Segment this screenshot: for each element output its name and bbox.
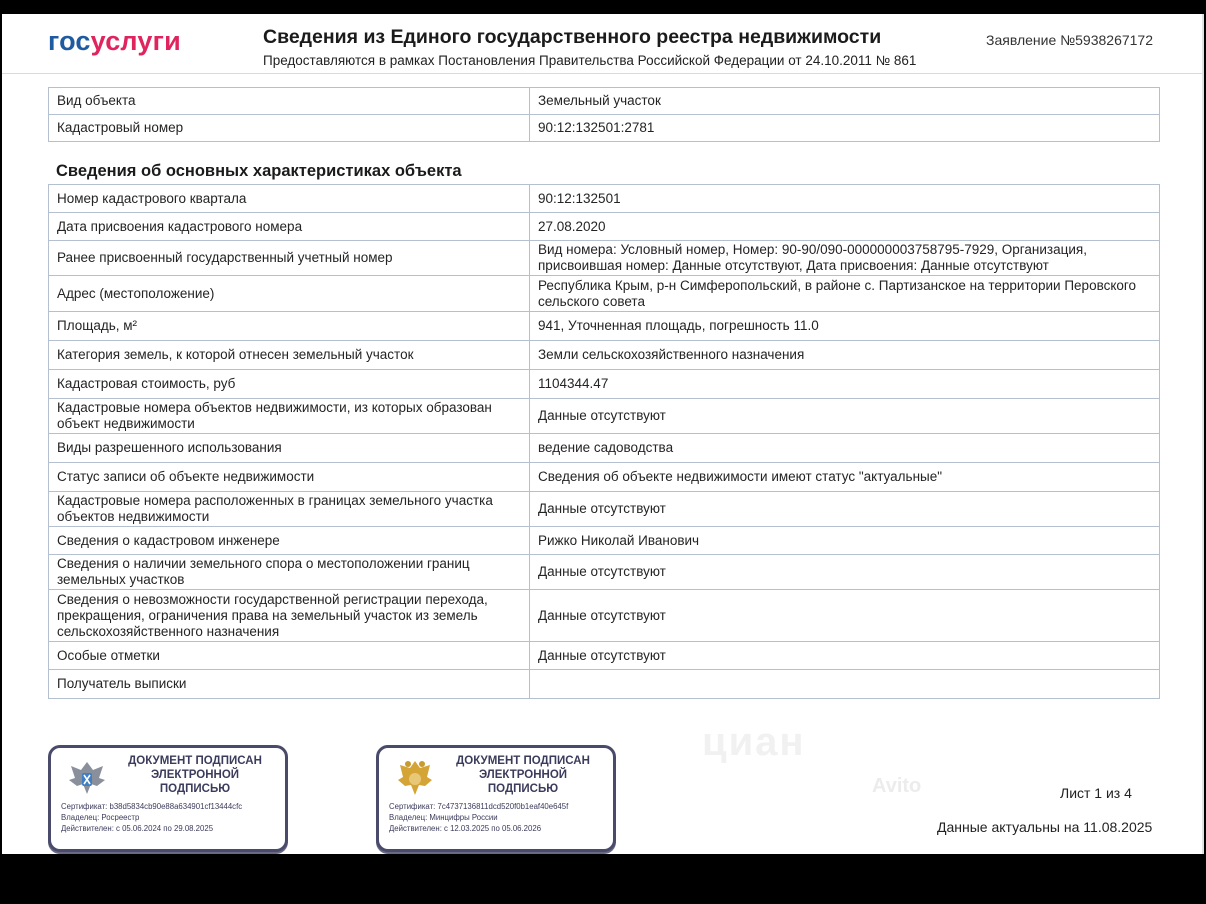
row-value: Земельный участок: [530, 88, 1160, 115]
section-title: Сведения об основных характеристиках объекта: [56, 162, 462, 180]
table-row: [49, 276, 1160, 312]
page-edge: [1202, 14, 1204, 854]
actual-date: Данные актуальны на 11.08.2025: [937, 819, 1153, 835]
stamp-validity: Действителен: с 05.06.2024 по 29.08.2025: [61, 824, 214, 833]
row-value: Данные отсутствуют: [530, 399, 1160, 434]
signature-stamp-rosreestr: [48, 745, 288, 852]
signature-stamp-mincifry: [376, 745, 616, 852]
logo-part-uslugi: услуги: [90, 26, 181, 56]
row-label: Адрес (местоположение): [49, 276, 530, 312]
stamp-owner: Владелец: Минцифры России: [389, 813, 498, 822]
table-row: [49, 434, 1160, 463]
row-value: Данные отсутствуют: [530, 590, 1160, 642]
row-value: Данные отсутствуют: [530, 642, 1160, 670]
rosreestr-eagle-icon: [65, 756, 109, 800]
row-value: Сведения об объекте недвижимости имеют статус "актуальные": [530, 463, 1160, 492]
row-value: 90:12:132501: [530, 185, 1160, 213]
row-value: Республика Крым, р-н Симферопольский, в районе с. Партизанское на территории Перовского сельского совета: [530, 276, 1160, 312]
avito-watermark: Avito: [872, 775, 922, 797]
row-label: Виды разрешенного использования: [49, 434, 530, 463]
table-row: [49, 312, 1160, 341]
cian-watermark: циан: [702, 720, 806, 764]
sheet-number: Лист 1 из 4: [1060, 785, 1132, 801]
table-row: [49, 642, 1160, 670]
row-value: [530, 670, 1160, 699]
row-label: Дата присвоения кадастрового номера: [49, 213, 530, 241]
characteristics-table: [48, 184, 1160, 699]
row-value: 90:12:132501:2781: [530, 115, 1160, 142]
russia-coat-of-arms-icon: [393, 756, 437, 800]
document-title: Сведения из Единого государственного реестра недвижимости: [263, 26, 882, 48]
stamp-certificate: Сертификат: b38d5834cb90e88a634901cf13444cfc: [61, 802, 243, 811]
row-label: Сведения о невозможности государственной регистрации перехода, прекращения, ограничения права на земельный участок из земель сельскохозяйственного назначения: [49, 590, 530, 642]
table-row: [49, 115, 1160, 142]
row-label: Кадастровые номера расположенных в границах земельного участка объектов недвижимости: [49, 492, 530, 527]
row-value: Данные отсутствуют: [530, 492, 1160, 527]
row-value: 941, Уточненная площадь, погрешность 11.0: [530, 312, 1160, 341]
row-label: Площадь, м²: [49, 312, 530, 341]
application-number: Заявление №5938267172: [986, 32, 1154, 48]
row-label: Кадастровый номер: [49, 115, 530, 142]
logo-part-gos: гос: [48, 26, 91, 56]
stamp-title: ДОКУМЕНТ ПОДПИСАН ЭЛЕКТРОННОЙ ПОДПИСЬЮ: [128, 755, 262, 795]
row-label: Сведения о наличии земельного спора о местоположении границ земельных участков: [49, 555, 530, 590]
row-value: 27.08.2020: [530, 213, 1160, 241]
row-label: Кадастровая стоимость, руб: [49, 370, 530, 399]
row-label: Получатель выписки: [49, 670, 530, 699]
stamp-owner: Владелец: Росреестр: [61, 813, 140, 822]
table-row: [49, 463, 1160, 492]
row-label: Кадастровые номера объектов недвижимости, из которых образован объект недвижимости: [49, 399, 530, 434]
stamp-validity: Действителен: с 12.03.2025 по 05.06.2026: [389, 824, 542, 833]
row-label: Особые отметки: [49, 642, 530, 670]
table-row: [49, 241, 1160, 276]
table-row: [49, 399, 1160, 434]
row-value: Земли сельскохозяйственного назначения: [530, 341, 1160, 370]
object-summary-table: [48, 87, 1160, 142]
table-row: [49, 670, 1160, 699]
row-value: Вид номера: Условный номер, Номер: 90-90/090-000000003758795-7929, Организация, присвоившая номер: Данные отсутствуют, Дата присвоения: Данные отсутствуют: [530, 241, 1160, 276]
row-label: Статус записи об объекте недвижимости: [49, 463, 530, 492]
row-value: Данные отсутствуют: [530, 555, 1160, 590]
row-label: Номер кадастрового квартала: [49, 185, 530, 213]
stamp-certificate: Сертификат: 7c4737136811dcd520f0b1eaf40e645f: [389, 802, 569, 811]
table-row: [49, 88, 1160, 115]
stamp-title: ДОКУМЕНТ ПОДПИСАН ЭЛЕКТРОННОЙ ПОДПИСЬЮ: [456, 755, 590, 795]
row-label: Категория земель, к которой отнесен земельный участок: [49, 341, 530, 370]
table-row: [49, 492, 1160, 527]
table-row: [49, 185, 1160, 213]
gosuslugi-logo: [48, 26, 181, 57]
document-header: [2, 14, 1204, 74]
document-page: [2, 14, 1204, 854]
table-row: [49, 555, 1160, 590]
table-row: [49, 341, 1160, 370]
row-label: Сведения о кадастровом инженере: [49, 527, 530, 555]
table-row: [49, 213, 1160, 241]
table-row: [49, 527, 1160, 555]
row-label: Вид объекта: [49, 88, 530, 115]
table-row: [49, 370, 1160, 399]
row-value: ведение садоводства: [530, 434, 1160, 463]
row-value: 1104344.47: [530, 370, 1160, 399]
document-subtitle: Предоставляются в рамках Постановления Правительства Российской Федерации от 24.10.2011 № 861: [263, 53, 917, 68]
row-value: Рижко Николай Иванович: [530, 527, 1160, 555]
table-row: [49, 590, 1160, 642]
row-label: Ранее присвоенный государственный учетный номер: [49, 241, 530, 276]
